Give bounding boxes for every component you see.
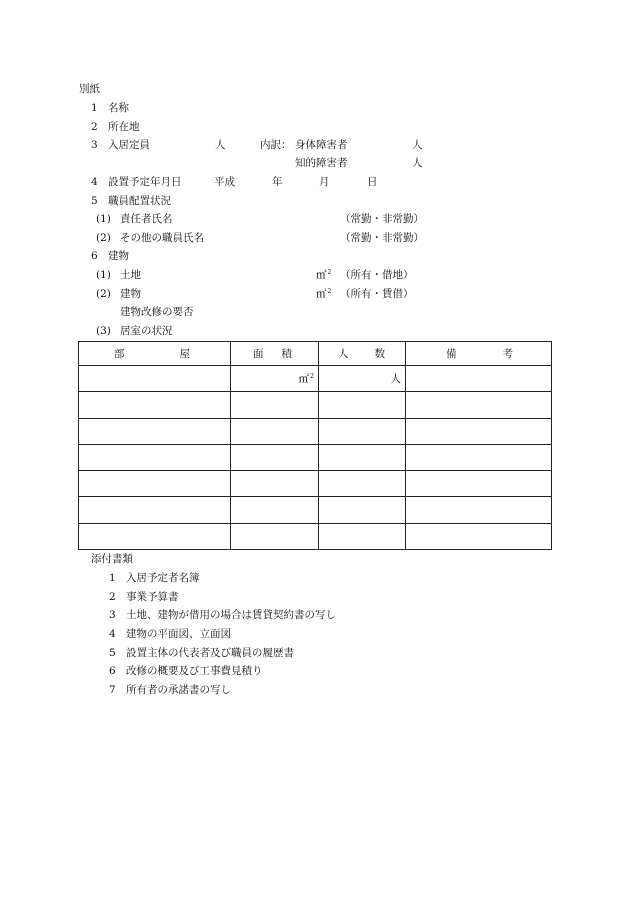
room-cell[interactable] — [79, 444, 231, 470]
item-6-3-label: 居室の状況 — [120, 325, 173, 337]
item-5-1-label: 責任者氏名 — [120, 213, 173, 225]
people-cell[interactable]: 人 — [319, 366, 406, 392]
attachment-number: 5 — [109, 647, 116, 659]
item-6-2-status: （所有・賃借） — [340, 288, 414, 300]
item-6-1-label: 土地 — [120, 269, 141, 281]
people-cell[interactable] — [319, 392, 406, 418]
physical-disability-unit: 人 — [412, 139, 423, 151]
item-6-1-status: （所有・借地） — [340, 269, 414, 281]
month-label: 月 — [319, 176, 330, 188]
intellectual-disability-unit: 人 — [412, 157, 423, 169]
area-cell[interactable] — [231, 444, 319, 470]
renovation-need-note: 建物改修の要否 — [120, 306, 194, 318]
table-row — [79, 444, 552, 470]
intellectual-disability-label: 知的障害者 — [295, 157, 348, 169]
era-label: 平成 — [214, 176, 235, 188]
area-cell[interactable] — [231, 471, 319, 497]
table-row — [79, 497, 552, 523]
item-4-number: 4 — [91, 176, 98, 188]
header-room: 部 屋 — [79, 342, 231, 366]
item-1-number: 1 — [91, 102, 98, 114]
item-4-label: 設置予定年月日 — [108, 176, 182, 188]
capacity-unit: 人 — [215, 139, 226, 151]
area-cell[interactable] — [231, 418, 319, 444]
attachment-item: 建物の平面図、立面図 — [126, 628, 231, 640]
table-row — [79, 523, 552, 549]
document-title: 別紙 — [79, 83, 100, 95]
table-row — [79, 392, 552, 418]
people-cell[interactable] — [319, 444, 406, 470]
room-cell[interactable] — [79, 471, 231, 497]
building-area-unit: ㎡$^2$ — [316, 288, 332, 300]
attachment-number: 7 — [109, 684, 116, 696]
area-cell[interactable] — [231, 392, 319, 418]
remarks-cell[interactable] — [406, 444, 552, 470]
attachment-item: 改修の概要及び工事費見積り — [126, 665, 263, 677]
attachment-number: 4 — [109, 628, 116, 640]
area-cell[interactable]: ㎡$^2$ — [231, 366, 319, 392]
item-5-label: 職員配置状況 — [108, 195, 171, 207]
item-3-number: 3 — [91, 139, 98, 151]
room-cell[interactable] — [79, 523, 231, 549]
table-row — [79, 471, 552, 497]
remarks-cell[interactable] — [406, 366, 552, 392]
item-5-2-number: (2) — [96, 232, 111, 244]
item-6-3-number: (3) — [96, 325, 111, 337]
physical-disability-label: 身体障害者 — [295, 139, 348, 151]
item-6-2-number: (2) — [96, 288, 111, 300]
item-6-1-number: (1) — [96, 269, 111, 281]
item-6-label: 建物 — [108, 250, 129, 262]
area-cell[interactable] — [231, 523, 319, 549]
remarks-cell[interactable] — [406, 523, 552, 549]
item-2-label: 所在地 — [108, 121, 140, 133]
land-area-unit: ㎡$^2$ — [316, 269, 332, 281]
attachment-item: 設置主体の代表者及び職員の履歴書 — [126, 647, 294, 659]
attachment-item: 土地、建物が借用の場合は賃貸契約書の写し — [126, 609, 336, 621]
remarks-cell[interactable] — [406, 471, 552, 497]
room-cell[interactable] — [79, 418, 231, 444]
area-cell[interactable] — [231, 497, 319, 523]
item-5-1-status: （常勤・非常勤） — [340, 213, 424, 225]
people-cell[interactable] — [319, 418, 406, 444]
table-row — [79, 418, 552, 444]
room-cell[interactable] — [79, 497, 231, 523]
item-6-number: 6 — [91, 250, 98, 262]
room-cell[interactable] — [79, 392, 231, 418]
item-5-2-label: その他の職員氏名 — [120, 232, 204, 244]
attachment-item: 入居予定者名簿 — [126, 572, 200, 584]
people-cell[interactable] — [319, 497, 406, 523]
people-cell[interactable] — [319, 523, 406, 549]
people-cell[interactable] — [319, 471, 406, 497]
item-6-2-label: 建物 — [120, 288, 141, 300]
item-5-number: 5 — [91, 195, 98, 207]
remarks-cell[interactable] — [406, 392, 552, 418]
breakdown-label: 内訳： — [260, 139, 292, 151]
item-5-2-status: （常勤・非常勤） — [340, 232, 424, 244]
header-area: 面 積 — [231, 342, 319, 366]
item-3-label: 入居定員 — [108, 139, 150, 151]
item-1-label: 名称 — [108, 102, 129, 114]
year-label: 年 — [272, 176, 283, 188]
item-2-number: 2 — [91, 121, 98, 133]
remarks-cell[interactable] — [406, 497, 552, 523]
attachment-number: 2 — [109, 591, 116, 603]
day-label: 日 — [367, 176, 378, 188]
attachment-item: 事業予算書 — [126, 591, 179, 603]
attachment-number: 1 — [109, 572, 116, 584]
table-header-row — [79, 342, 552, 366]
room-cell[interactable] — [79, 366, 231, 392]
table-row — [79, 366, 552, 392]
attachment-number: 6 — [109, 665, 116, 677]
attachments-title: 添付書類 — [91, 553, 133, 565]
item-5-1-number: (1) — [96, 213, 111, 225]
header-people: 人 数 — [319, 342, 406, 366]
remarks-cell[interactable] — [406, 418, 552, 444]
room-status-table — [78, 341, 552, 550]
header-remarks: 備 考 — [406, 342, 552, 366]
attachment-item: 所有者の承諾書の写し — [126, 684, 231, 696]
attachment-number: 3 — [109, 609, 116, 621]
